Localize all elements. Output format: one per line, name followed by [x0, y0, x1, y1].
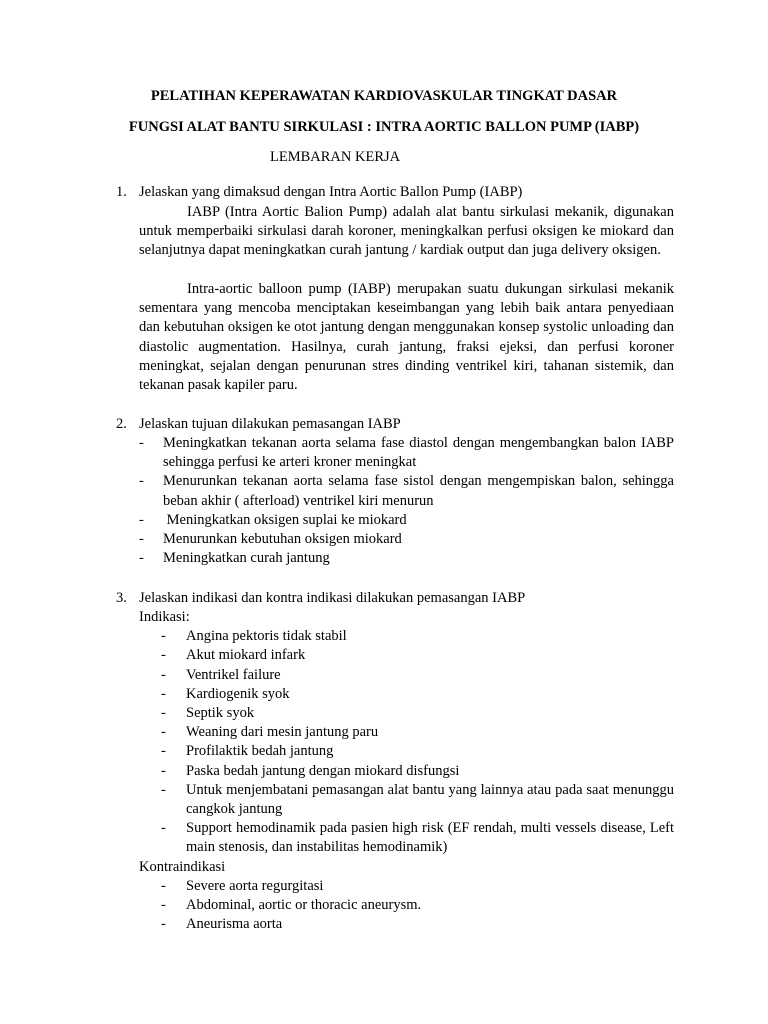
list-dash: -: [161, 705, 166, 722]
list-item: [139, 511, 674, 530]
answer-2-list: [139, 434, 674, 568]
answer-1-paragraph-1: [139, 203, 674, 261]
list-dash: -: [161, 743, 166, 760]
indikasi-item: [139, 704, 674, 723]
kontraindikasi-item: [139, 896, 674, 915]
list-dash: -: [139, 473, 144, 490]
list-item-text: Weaning dari mesin jantung paru: [186, 724, 379, 741]
answer-3-lists: [139, 608, 674, 934]
list-dash: -: [139, 531, 144, 548]
list-item-text: Menurunkan kebutuhan oksigen miokard: [163, 531, 402, 548]
paragraph-text: IABP (Intra Aortic Balion Pump) adalah alat bantu sirkulasi mekanik, digunakan untuk memperbaiki sirkulasi darah koroner, meningkalkan perfusi oksigen ke miokard dan selanjutnya dapat meningkatkan curah jantung / kardiak output dan juga delivery oksigen.: [139, 204, 674, 259]
indikasi-item: [139, 646, 674, 665]
list-item-text: Severe aorta regurgitasi: [186, 877, 324, 894]
indikasi-item: [139, 685, 674, 704]
indikasi-item: [139, 723, 674, 742]
list-dash: -: [161, 762, 166, 779]
list-item-text: Meningkatkan tekanan aorta selama fase diastol dengan mengembangkan balon IABP sehingga perfusi ke arteri kroner meningkat: [163, 435, 674, 471]
kontraindikasi-item: [139, 877, 674, 896]
indikasi-label: Indikasi:: [139, 609, 190, 625]
list-item: [139, 530, 674, 549]
list-dash: -: [161, 724, 166, 741]
list-item-text: Untuk menjembatani pemasangan alat bantu yang lainnya atau pada saat menunggu cangkok jantung: [186, 781, 674, 818]
document-title: PELATIHAN KEPERAWATAN KARDIOVASKULAR TINGKAT DASAR: [150, 88, 618, 104]
indikasi-item: [139, 742, 674, 761]
list-dash: -: [139, 550, 144, 567]
list-item: [139, 549, 674, 568]
list-dash: -: [161, 781, 166, 798]
list-item-text: Support hemodinamik pada pasien high risk (EF rendah, multi vessels disease, Left main stenosis, dan instabilitas hemodinamik): [186, 820, 674, 856]
document-subtitle-topic: FUNGSI ALAT BANTU SIRKULASI : INTRA AORTIC BALLON PUMP (IABP): [128, 119, 640, 135]
list-item-text: Kardiogenik syok: [186, 685, 290, 702]
list-dash: -: [139, 435, 144, 451]
list-item-text: Menurunkan tekanan aorta selama fase sistol dengan mengempiskan balon, sehingga beban akhir ( afterload) ventrikel kiri menurun: [163, 473, 674, 509]
list-dash: -: [161, 877, 166, 894]
question-number: 3.: [116, 590, 127, 606]
list-item-text: Meningkatkan oksigen suplai ke miokard: [163, 511, 407, 528]
indikasi-item: [139, 627, 674, 646]
list-dash: -: [161, 685, 166, 702]
question-number: 1.: [116, 184, 127, 200]
list-item-text: Meningkatkan curah jantung: [163, 550, 330, 567]
list-item: [139, 472, 674, 510]
list-item-text: Septik syok: [186, 705, 255, 722]
list-item-text: Akut miokard infark: [186, 647, 306, 664]
indikasi-item: [139, 781, 674, 819]
question-number: 2.: [116, 416, 127, 432]
list-item-text: Abdominal, aortic or thoracic aneurysm.: [186, 897, 422, 914]
list-item-text: Profilaktik bedah jantung: [186, 743, 334, 760]
question-text: Jelaskan tujuan dilakukan pemasangan IABP: [139, 416, 401, 432]
kontraindikasi-item: [139, 915, 674, 934]
list-dash: -: [161, 647, 166, 664]
answer-1-paragraph-2: [139, 280, 674, 395]
indikasi-item: [139, 819, 674, 857]
question-text: Jelaskan yang dimaksud dengan Intra Aortic Ballon Pump (IABP): [139, 184, 523, 200]
list-dash: -: [161, 916, 166, 933]
list-item-text: Aneurisma aorta: [186, 916, 283, 933]
list-item-text: Angina pektoris tidak stabil: [186, 628, 347, 645]
question-text: Jelaskan indikasi dan kontra indikasi dilakukan pemasangan IABP: [139, 590, 526, 606]
indikasi-item: [139, 666, 674, 685]
list-dash: -: [161, 820, 166, 837]
list-dash: -: [161, 897, 166, 914]
list-dash: -: [139, 511, 144, 528]
list-item: [139, 434, 674, 472]
kontraindikasi-label: Kontraindikasi: [139, 858, 226, 875]
list-dash: -: [161, 628, 166, 645]
list-item-text: Ventrikel failure: [186, 666, 281, 683]
list-dash: -: [161, 666, 166, 683]
paragraph-text: Intra-aortic balloon pump (IABP) merupakan suatu dukungan sirkulasi mekanik sementara yang mencoba menciptakan keseimbangan yang lebih baik antara penyediaan dan kebutuhan oksigen ke otot jantung dengan menggunakan konsep systolic unloading dan diastolic augmentation. Hasilnya, curah jantung, fraksi ejeksi, dan perfusi koroner meningkat, sejalan dengan penurunan stres dinding ventrikel kiri, tahanan sistemik, dan tekanan pasak kapiler paru.: [139, 281, 674, 394]
worksheet-label: LEMBARAN KERJA: [270, 149, 401, 165]
list-item-text: Paska bedah jantung dengan miokard disfungsi: [186, 762, 460, 779]
indikasi-item: [139, 762, 674, 781]
